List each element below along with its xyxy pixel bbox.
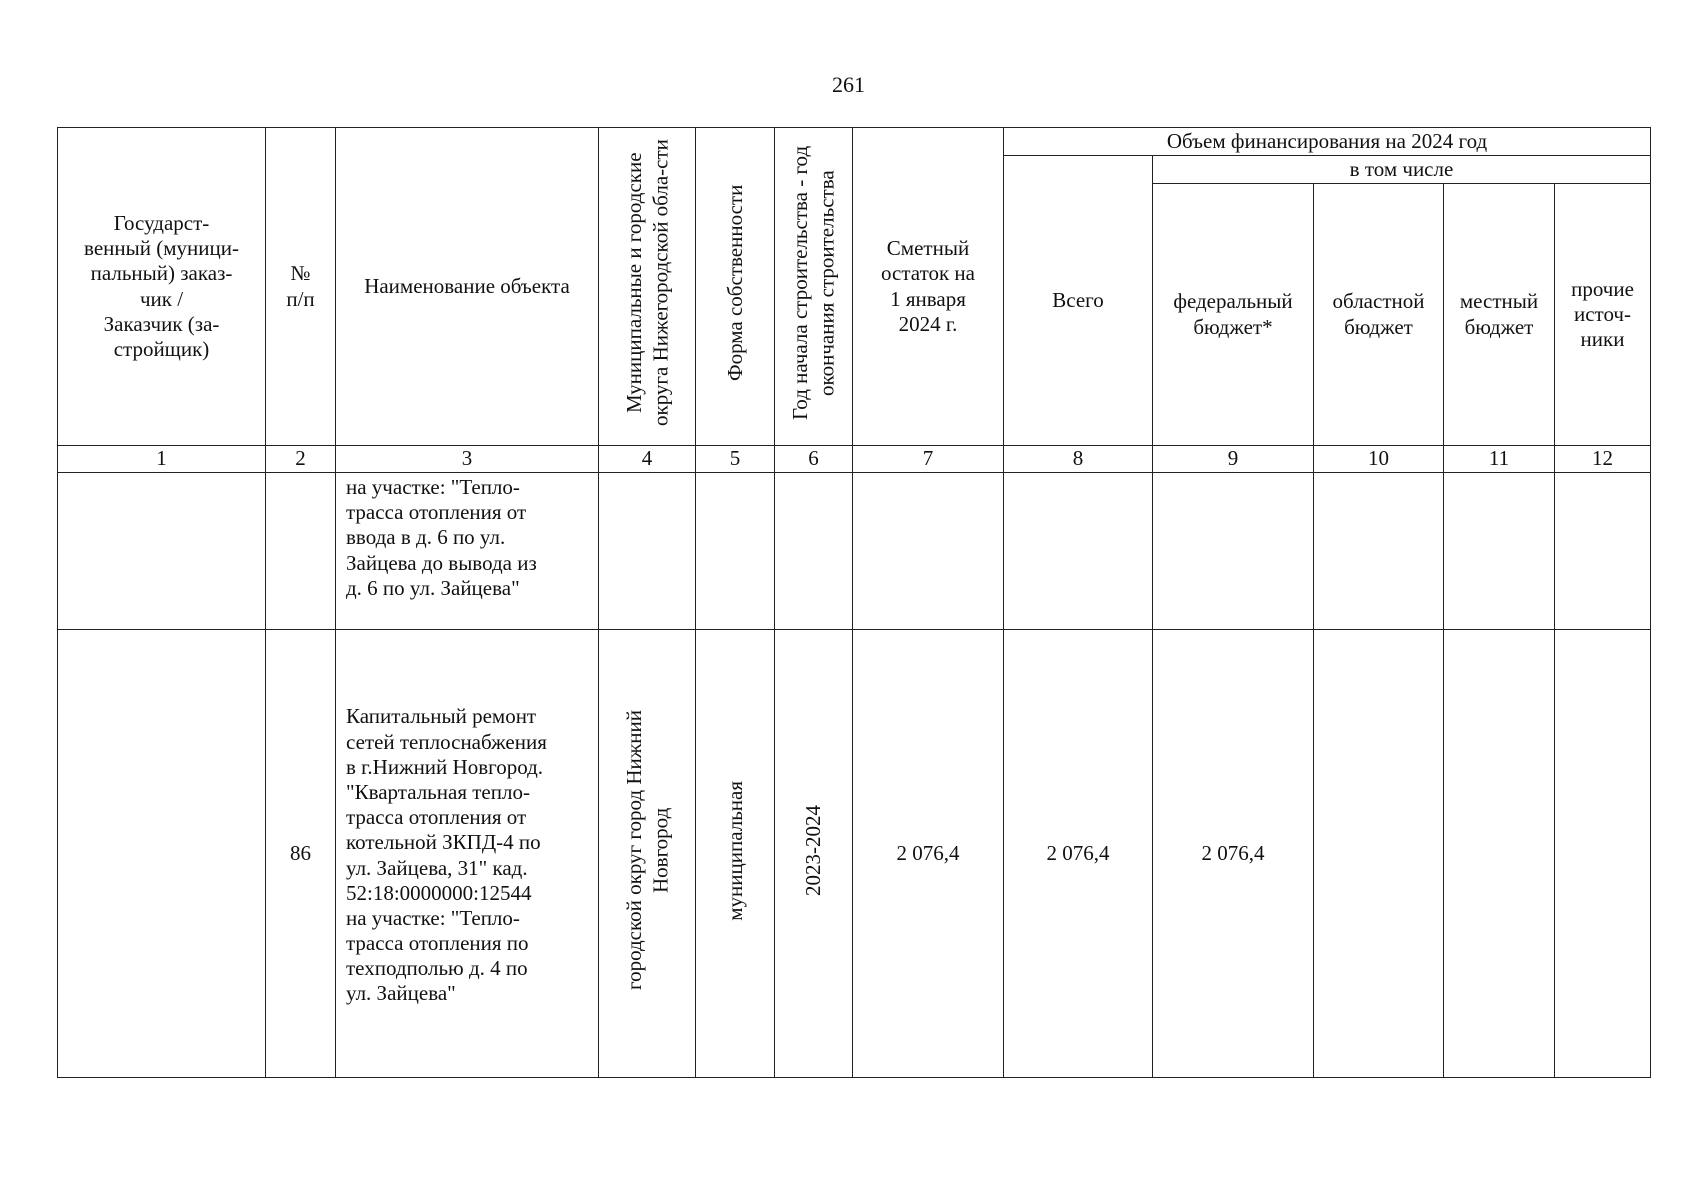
column-number: 2 [266,446,336,473]
funding-table [57,127,1651,1078]
column-number: 1 [58,446,266,473]
column-number: 9 [1153,446,1314,473]
page-number: 261 [832,72,865,97]
cell-customer [58,473,266,630]
cell-object-name: Капитальный ремонт сетей теплоснабжения в г.Нижний Новгород. "Квартальная тепло- трасса отопления от котельной ЗКПД-4 по ул. Зайцева, 31" кад. 52:18:0000000:12544 на участке: "Тепло- трасса отопления по техподполью д. 4 по ул. Зайцева" [336,630,599,1078]
cell-total [1004,473,1153,630]
header-number: № п/п [266,128,336,446]
cell-estimate [853,473,1004,630]
column-number: 10 [1314,446,1444,473]
cell-number: 86 [266,630,336,1078]
header-funding-group: Объем финансирования на 2024 год [1004,128,1651,156]
cell-municipality [599,630,696,1078]
header-customer: Государст- венный (муници- пальный) заказ- чик / Заказчик (за- стройщик) [58,128,266,446]
municipality-value: городской округ город Нижний Новгород [621,710,672,991]
column-number: 11 [1444,446,1555,473]
column-number: 3 [336,446,599,473]
table-row [58,473,1651,630]
cell-municipality [599,473,696,630]
years-value: 2023-2024 [801,804,826,896]
cell-ownership [696,473,775,630]
column-number: 8 [1004,446,1153,473]
cell-years [775,630,853,1078]
cell-local [1444,473,1555,630]
header-ownership: Форма собственности [696,128,775,446]
header-other: прочие источ- ники [1555,184,1651,446]
column-number: 6 [775,446,853,473]
cell-regional [1314,473,1444,630]
cell-years [775,473,853,630]
header-estimate: Сметный остаток на 1 января 2024 г. [853,128,1004,446]
cell-local [1444,630,1555,1078]
cell-ownership [696,630,775,1078]
ownership-value: муниципальная [722,780,747,921]
header-municipality: Муниципальные и городские округа Нижегородской обла-сти [599,128,696,446]
column-number: 4 [599,446,696,473]
column-number: 5 [696,446,775,473]
cell-number [266,473,336,630]
header-including: в том числе [1153,156,1651,184]
cell-other [1555,630,1651,1078]
table-row [58,630,1651,1078]
header-local: местный бюджет [1444,184,1555,446]
header-federal: федеральный бюджет* [1153,184,1314,446]
cell-estimate: 2 076,4 [853,630,1004,1078]
header-regional: областной бюджет [1314,184,1444,446]
cell-total: 2 076,4 [1004,630,1153,1078]
header-object-name: Наименование объекта [336,128,599,446]
cell-regional [1314,630,1444,1078]
cell-object-name: на участке: "Тепло- трасса отопления от ввода в д. 6 по ул. Зайцева до вывода из д. 6 по ул. Зайцева" [336,473,599,630]
cell-federal: 2 076,4 [1153,630,1314,1078]
cell-customer [58,630,266,1078]
column-number: 12 [1555,446,1651,473]
column-number: 7 [853,446,1004,473]
cell-federal [1153,473,1314,630]
header-total: Всего [1004,156,1153,446]
header-years: Год начала строительства - год окончания строительства [775,128,853,446]
cell-other [1555,473,1651,630]
column-numbers-row [58,446,1651,473]
